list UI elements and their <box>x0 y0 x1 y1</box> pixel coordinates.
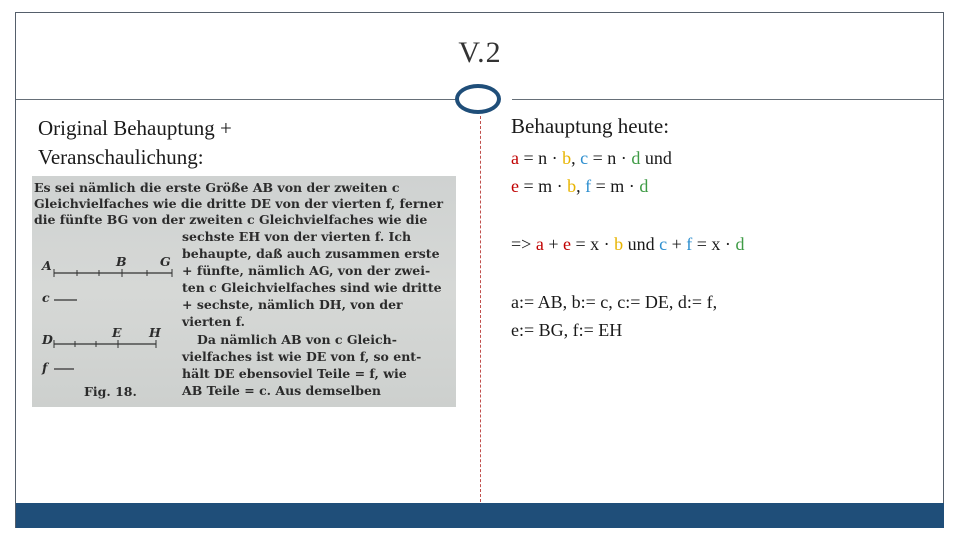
var-b: b <box>562 148 572 168</box>
scan-line-1: Es sei nämlich die erste Größe AB von der zweiten c <box>34 180 400 195</box>
eq2-part-2: , <box>576 176 586 196</box>
footer-band <box>16 503 944 528</box>
eq3-implies: => <box>511 234 536 254</box>
var-b: b <box>567 176 577 196</box>
eq3-part-4: + <box>667 234 687 254</box>
eq2-part-1: = m · <box>519 176 568 196</box>
fig-label-a: A <box>42 258 52 273</box>
right-heading: Behauptung heute: <box>511 114 670 138</box>
fig-label-g: G <box>160 254 171 269</box>
fig-label-b: B <box>116 254 127 269</box>
ring-ornament <box>455 84 501 114</box>
title-rule-left <box>16 99 456 100</box>
book-scan-image <box>32 176 456 407</box>
scan-line-10: Da nämlich AB von c Gleich- <box>197 332 397 347</box>
var-b: b <box>614 234 624 254</box>
var-a: a <box>511 148 519 168</box>
eq1-part-4: und <box>640 148 672 168</box>
var-a: a <box>535 234 544 254</box>
slide-title: V.2 <box>458 36 502 69</box>
eq2-part-3: = m · <box>591 176 640 196</box>
scan-line-7: ten c Gleichvielfaches sind wie dritte <box>182 280 442 295</box>
eq1-part-1: = n · <box>519 148 563 168</box>
equation-line-1 <box>511 148 672 169</box>
equation-line-2 <box>511 176 648 197</box>
var-d: d <box>639 176 649 196</box>
scan-line-8: + sechste, nämlich DH, von der <box>182 297 403 312</box>
scan-line-4: sechste EH von der vierten f. Ich <box>182 229 412 244</box>
fig-label-d: D <box>42 332 53 347</box>
column-divider <box>480 116 481 502</box>
var-e: e <box>562 234 571 254</box>
var-d: d <box>631 148 641 168</box>
eq3-part-3: und <box>623 234 660 254</box>
equation-line-3 <box>511 234 744 255</box>
left-heading <box>38 114 232 172</box>
var-c: c <box>659 234 668 254</box>
fig-label-c: c <box>42 290 50 305</box>
scan-line-9: vierten f. <box>182 314 246 329</box>
definition-line-2: e:= BG, f:= EH <box>511 320 623 340</box>
eq3-part-2: = x · <box>570 234 615 254</box>
scan-line-5: behaupte, daß auch zusammen erste <box>182 246 440 261</box>
scan-line-11: vielfaches ist wie DE von f, so ent- <box>182 349 422 364</box>
left-heading-line-1: Original Behauptung + <box>38 116 232 140</box>
definition-line-1: a:= AB, b:= c, c:= DE, d:= f, <box>511 292 718 312</box>
eq1-part-3: = n · <box>588 148 632 168</box>
var-f: f <box>686 234 693 254</box>
var-e: e <box>511 176 519 196</box>
var-c: c <box>580 148 589 168</box>
title-rule-right <box>512 99 944 100</box>
figure-caption: Fig. 18. <box>84 384 137 399</box>
eq1-part-2: , <box>571 148 581 168</box>
var-d: d <box>735 234 745 254</box>
fig-label-f: f <box>42 360 48 375</box>
scan-line-6: + fünfte, nämlich AG, von der zwei- <box>182 263 431 278</box>
left-heading-line-2: Veranschaulichung: <box>38 145 204 169</box>
scan-line-13: AB Teile = c. Aus demselben <box>182 383 381 398</box>
fig-label-e: E <box>112 325 122 340</box>
var-f: f <box>585 176 592 196</box>
fig-label-h: H <box>149 325 161 340</box>
scan-line-2: Gleichvielfaches wie die dritte DE von der vierten f, ferner <box>34 196 444 211</box>
eq3-part-5: = x · <box>692 234 736 254</box>
scan-line-12: hält DE ebensoviel Teile = f, wie <box>182 366 407 381</box>
eq3-part-1: + <box>543 234 563 254</box>
scan-line-3: die fünfte BG von der zweiten c Gleichvielfaches wie die <box>34 212 428 227</box>
